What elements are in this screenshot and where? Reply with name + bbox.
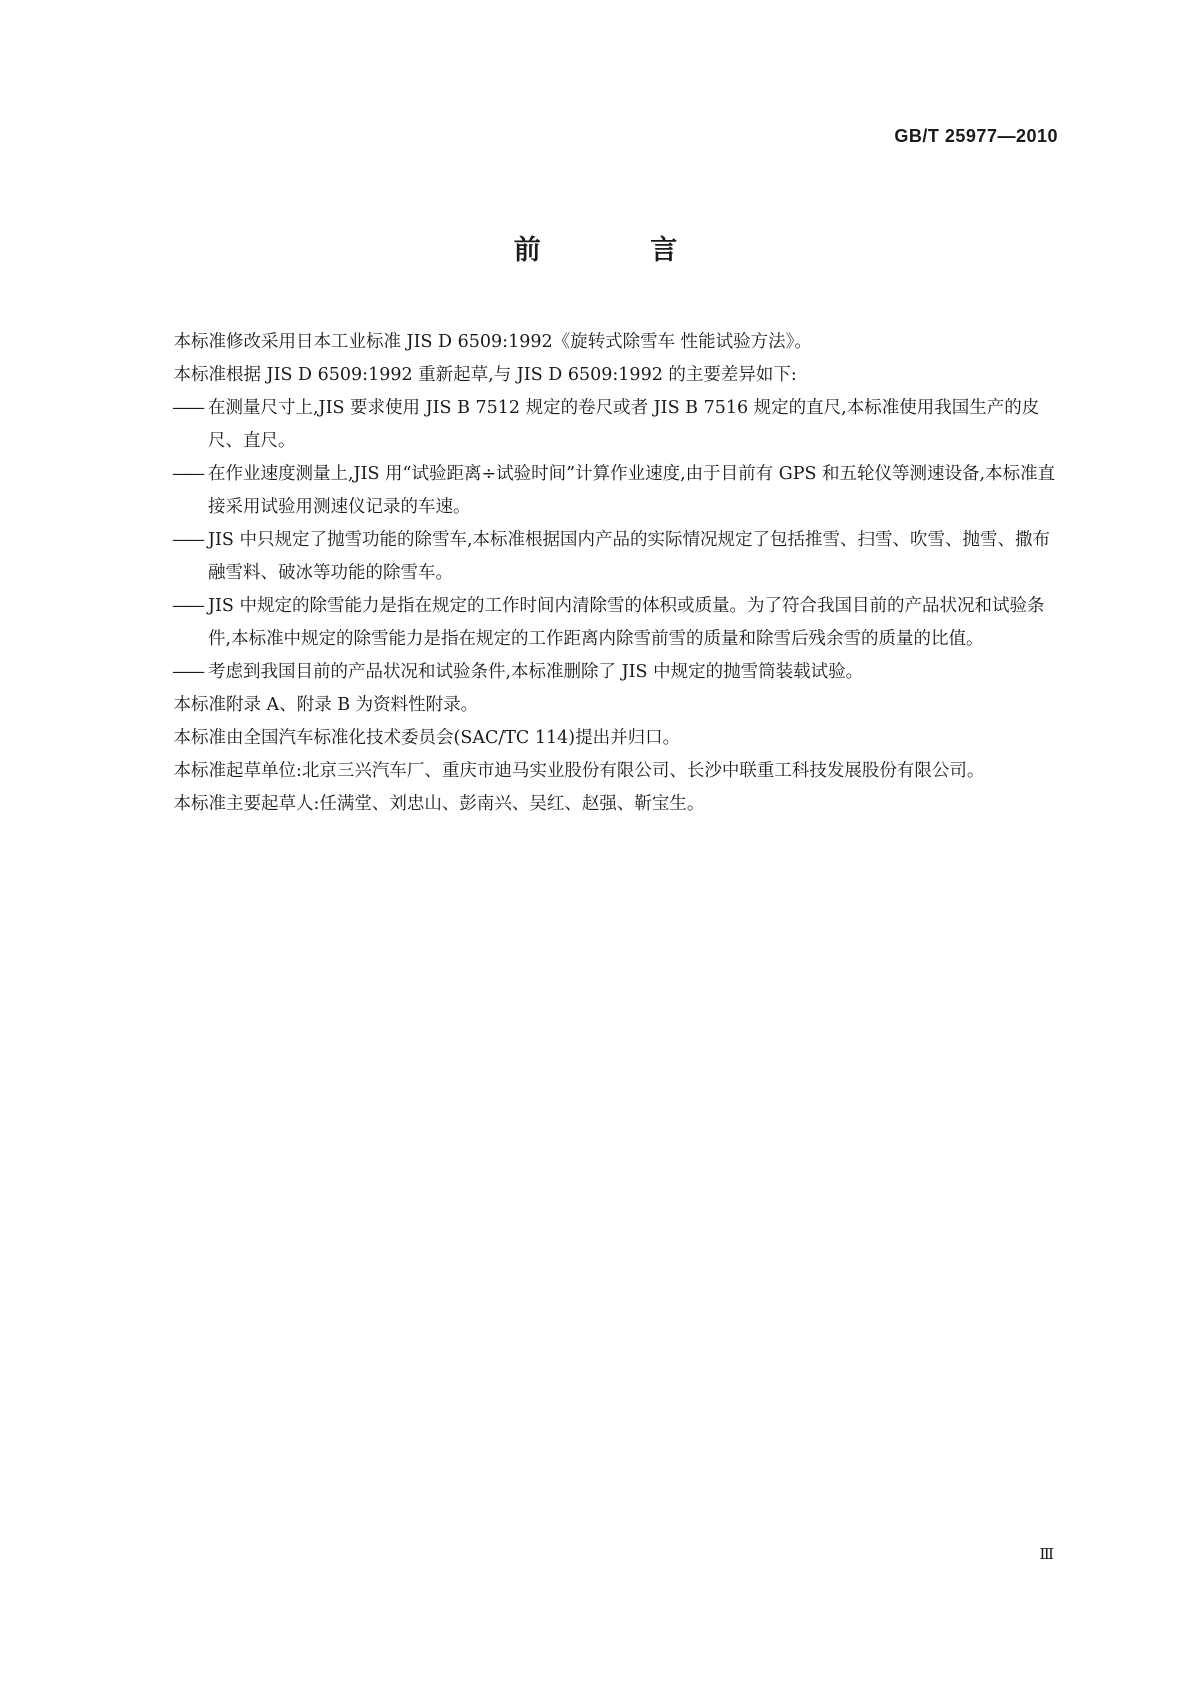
- differences-list: [128, 392, 1064, 689]
- page-number: Ⅲ: [1039, 1545, 1054, 1563]
- list-item-text: JIS 中只规定了抛雪功能的除雪车,本标准根据国内产品的实际情况规定了包括推雪、扫雪、吹雪、抛雪、撒布融雪料、破冰等功能的除雪车。: [208, 530, 1051, 583]
- page-title: 前 言: [513, 235, 728, 266]
- list-item: [128, 524, 1064, 590]
- list-item-text: 考虑到我国目前的产品状况和试验条件,本标准删除了 JIS 中规定的抛雪筒装载试验。: [208, 662, 864, 682]
- paragraph-drafters: 本标准主要起草人:任满堂、刘忠山、彭南兴、吴红、赵强、靳宝生。: [173, 794, 705, 814]
- paragraph-committee: 本标准由全国汽车标准化技术委员会(SAC/TC 114)提出并归口。: [173, 728, 681, 748]
- list-item: [128, 392, 1064, 458]
- list-item-text: JIS 中规定的除雪能力是指在规定的工作时间内清除雪的体积或质量。为了符合我国目前的产品状况和试验条件,本标准中规定的除雪能力是指在规定的工作距离内除雪前雪的质量和除雪后残余雪的质量的比值。: [208, 596, 1045, 649]
- paragraph-differences-intro: 本标准根据 JIS D 6509:1992 重新起草,与 JIS D 6509:1992 的主要差异如下:: [173, 365, 797, 385]
- list-item: [128, 590, 1064, 656]
- dash-mark: ——: [172, 662, 203, 682]
- paragraph-drafting-units: 本标准起草单位:北京三兴汽车厂、重庆市迪马实业股份有限公司、长沙中联重工科技发展股份有限公司。: [173, 761, 985, 781]
- list-item: [128, 458, 1064, 524]
- foreword-body: [128, 326, 1064, 821]
- dash-mark: ——: [172, 530, 203, 550]
- list-item-text: 在作业速度测量上,JIS 用“试验距离÷试验时间”计算作业速度,由于目前有 GPS 和五轮仪等测速设备,本标准直接采用试验用测速仪记录的车速。: [208, 464, 1056, 517]
- paragraph-adoption: 本标准修改采用日本工业标准 JIS D 6509:1992《旋转式除雪车 性能试验方法》。: [173, 332, 812, 352]
- list-item-text: 在测量尺寸上,JIS 要求使用 JIS B 7512 规定的卷尺或者 JIS B 7516 规定的直尺,本标准使用我国生产的皮尺、直尺。: [208, 398, 1040, 451]
- dash-mark: ——: [172, 464, 203, 484]
- paragraph-appendix: 本标准附录 A、附录 B 为资料性附录。: [173, 695, 479, 715]
- standard-code: GB/T 25977—2010: [894, 126, 1058, 146]
- dash-mark: ——: [172, 398, 203, 418]
- list-item: [128, 656, 1064, 689]
- dash-mark: ——: [172, 596, 203, 616]
